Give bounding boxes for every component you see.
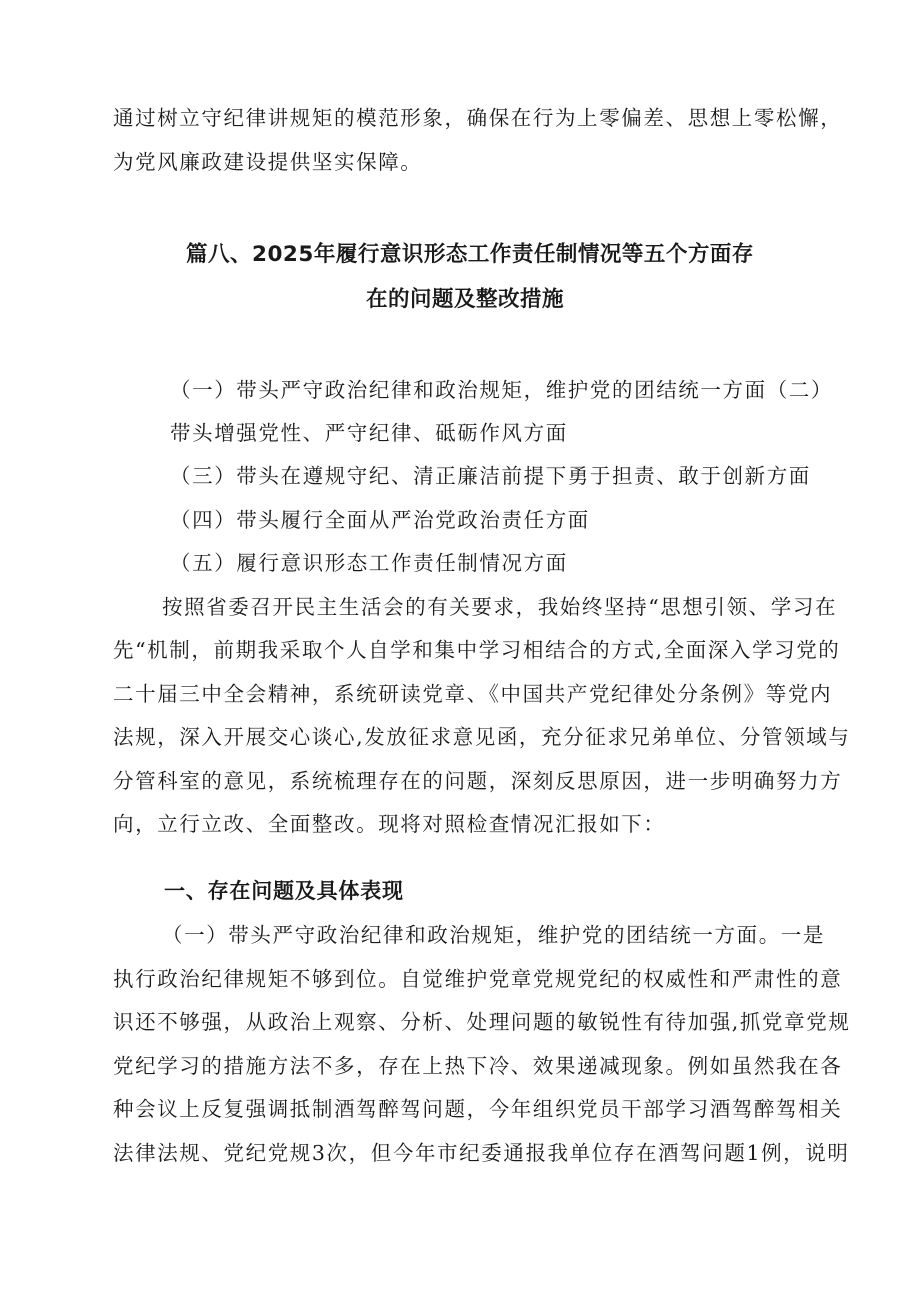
paragraph-1-line-1: 按照省委召开民主生活会的有关要求，我始终坚持“思想引领、学习在 [162, 595, 838, 619]
paragraph-2-line-6: 法律法规、党纪党规3次，但今年市纪委通报我单位存在酒驾问题1例，说明 [113, 1141, 850, 1165]
toc-item-1-cont: 带头增强党性、严守纪律、砥砺作风方面 [170, 421, 568, 445]
toc-item-4: （四）带头履行全面从严治党政治责任方面 [170, 508, 590, 532]
section-heading-1: 一、存在问题及具体表现 [164, 879, 404, 903]
intro-line-1: 通过树立守纪律讲规矩的模范形象，确保在行为上零偏差、思想上零松懈， [113, 106, 843, 130]
paragraph-2-line-2: 执行政治纪律规矩不够到位。自觉维护党章党规党纪的权威性和严肃性的意 [113, 967, 843, 991]
intro-line-2: 为党风廉政建设提供坚实保障。 [113, 150, 423, 174]
toc-item-1: （一）带头严守政治纪律和政治规矩，维护党的团结统一方面（二） [170, 378, 833, 402]
paragraph-2-line-5: 种会议上反复强调抵制酒驾醉驾问题，今年组织党员干部学习酒驾醉驾相关 [113, 1097, 843, 1121]
paragraph-2-line-3: 识还不够强，从政治上观察、分析、处理问题的敏锐性有待加强,抓党章党规 [113, 1010, 851, 1034]
article-title-line-2: 在的问题及整改措施 [366, 287, 565, 312]
paragraph-1-line-6: 向，立行立改、全面整改。现将对照检查情况汇报如下： [113, 812, 666, 836]
article-title-line-1: 篇八、2025年履行意识形态工作责任制情况等五个方面存 [186, 242, 754, 267]
paragraph-2-line-1: （一）带头严守政治纪律和政治规矩，维护党的团结统一方面。一是 [162, 923, 825, 947]
paragraph-2-line-4: 党纪学习的措施方法不多，存在上热下冷、效果递减现象。例如虽然我在各 [113, 1054, 843, 1078]
paragraph-1-line-5: 分管科室的意见，系统梳理存在的问题，深刻反思原因，进一步明确努力方 [113, 769, 843, 793]
paragraph-1-line-2: 先“机制，前期我采取个人自学和集中学习相结合的方式,全面深入学习党的 [113, 638, 841, 662]
paragraph-1-line-4: 法规，深入开展交心谈心,发放征求意见函，充分征求兄弟单位、分管领域与 [113, 725, 851, 749]
toc-item-3: （三）带头在遵规守纪、清正廉洁前提下勇于担责、敢于创新方面 [170, 464, 811, 488]
toc-item-5: （五）履行意识形态工作责任制情况方面 [170, 551, 568, 575]
paragraph-1-line-3: 二十届三中全会精神，系统研读党章、《中国共产党纪律处分条例》等党内 [113, 682, 833, 706]
